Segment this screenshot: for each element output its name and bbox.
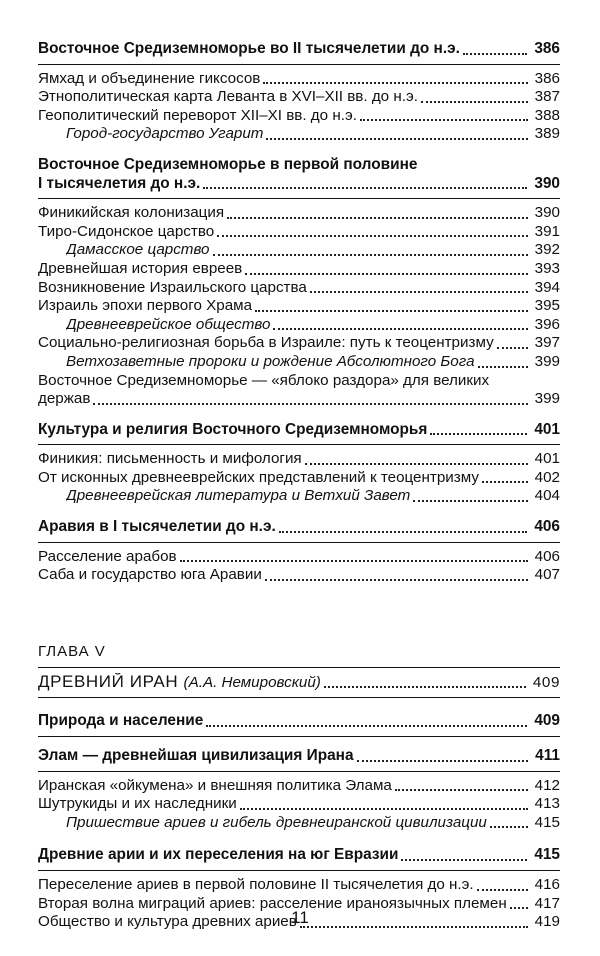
dot-leader [206,724,527,727]
toc-entry: Ветхозаветные пророки и рождение Абсолютного Бога 399 [66,352,560,370]
toc-entry: Этнополитическая карта Леванта в XVI–XII вв. до н.э. 387 [38,88,560,106]
section-rule [38,697,560,698]
toc-entry: Пришествие ариев и гибель древнеиранской цивилизации 415 [66,813,560,831]
toc-section-heading: Культура и религия Восточного Средиземноморья 401 [38,420,560,438]
toc-entry: Ямхад и объединение гиксосов 386 [38,69,560,87]
dot-leader [497,346,528,349]
dot-leader [263,81,527,84]
toc-entry: Древнееврейское общество 396 [66,315,560,333]
toc-section-heading: Аравия в I тысячелетии до н.э. 406 [38,518,560,536]
toc-entry: Иранская «ойкумена» и внешняя политика Элама 412 [38,776,560,794]
toc-section-heading: Восточное Средиземноморье во II тысячелетии до н.э. 386 [38,40,560,57]
dot-leader [203,186,527,189]
chapter-author: (А.А. Немировский) [183,673,321,691]
toc-entry: Израиль эпохи первого Храма 395 [38,297,560,315]
toc-entry: Дамасское царство 392 [66,241,560,259]
dot-leader [360,118,528,121]
toc-entry: Финикийская колонизация 390 [38,204,560,222]
dot-leader [478,365,528,368]
dot-leader [240,807,528,810]
dot-leader [255,309,528,312]
toc-section-heading-line1: Восточное Средиземноморье в первой половине [38,155,418,173]
dot-leader [217,234,527,237]
dot-leader [463,52,527,55]
dot-leader [245,272,527,275]
dot-leader [357,759,529,762]
dot-leader [279,530,528,533]
dot-leader [413,499,527,502]
toc-entry: Вторая волна миграций ариев: расселение ираноязычных племен 417 [38,894,560,912]
dot-leader [273,327,527,330]
dot-leader [265,578,528,581]
toc-entry: Геополитический переворот XII–XI вв. до н.э. 388 [38,106,560,124]
toc-entry: Переселение ариев в первой половине II тысячелетия до н.э. 416 [38,876,560,893]
dot-leader [482,480,528,483]
toc-entry: Финикия: письменность и мифология 401 [38,450,560,468]
page-number: 11 [291,908,309,927]
dot-leader [421,100,528,103]
toc-entry: Шутрукиды и их наследники 413 [38,795,560,813]
toc-entry: Социально-религиозная борьба в Израиле: путь к теоцентризму 397 [38,334,560,352]
chapter-title-text: ДРЕВНИЙ ИРАН [38,672,179,691]
toc-entry: От исконных древнееврейских представлений к теоцентризму 402 [38,468,560,486]
dot-leader [324,685,526,688]
dot-leader [401,858,527,861]
toc-section-heading: I тысячелетия до н.э. 390 [38,174,560,192]
dot-leader [266,137,527,140]
toc-entry: держав 399 [38,390,560,408]
section-rule [38,736,560,737]
dot-leader [305,462,528,465]
toc-section-heading: Древние арии и их переселения на юг Евразии 415 [38,846,560,864]
toc-entry: Тиро-Сидонское царство 391 [38,222,560,240]
toc-section-heading: Элам — древнейшая цивилизация Ирана 411 [38,747,560,765]
toc-entry: Древнееврейская литература и Ветхий Завет 404 [66,487,560,505]
dot-leader [180,559,528,562]
toc-entry-line1: Восточное Средиземноморье — «яблоко раздора» для великих [38,371,490,389]
toc-section-heading: Природа и население 409 [38,712,560,730]
dot-leader [395,788,528,791]
toc-entry: Возникновение Израильского царства 394 [38,278,560,296]
chapter-label: ГЛАВА V [38,642,106,660]
dot-leader [490,825,528,828]
chapter-title: ДРЕВНИЙ ИРАН (А.А. Немировский) 409 [38,672,560,691]
table-of-contents [38,40,560,932]
dot-leader [93,402,527,405]
toc-entry: Общество и культура древних ариев 419 [38,913,560,931]
dot-leader [213,253,528,256]
toc-entry: Расселение арабов 406 [38,547,560,565]
dot-leader [477,888,528,891]
dot-leader [310,290,528,293]
dot-leader [430,432,527,435]
dot-leader [227,216,528,219]
toc-entry: Саба и государство юга Аравии 407 [38,566,560,584]
toc-entry: Город-государство Угарит 389 [66,125,560,143]
chapter-rule [38,667,560,668]
toc-entry: Древнейшая история евреев 393 [38,259,560,277]
